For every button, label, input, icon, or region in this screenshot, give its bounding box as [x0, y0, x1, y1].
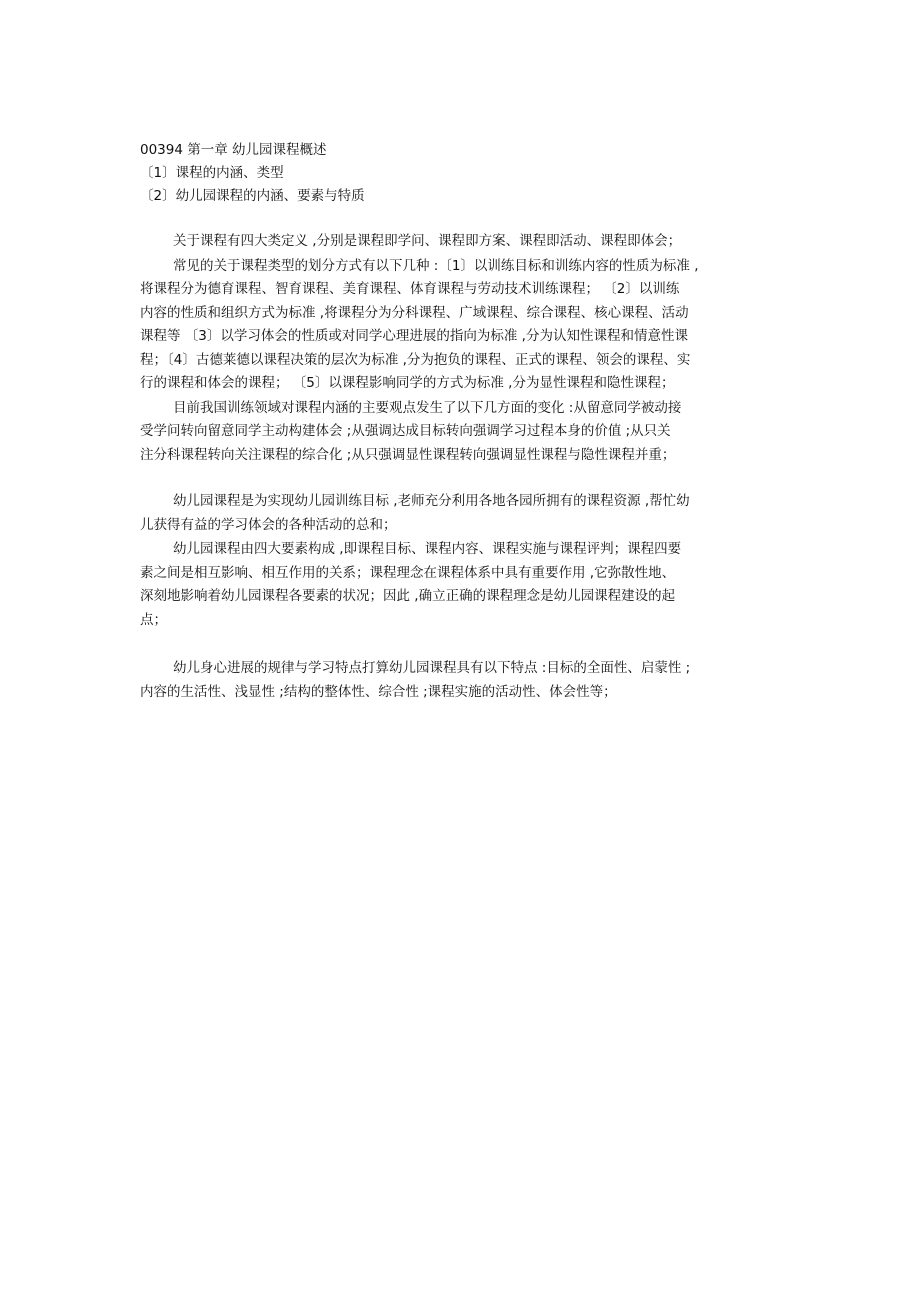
paragraph-line: 常见的关于课程类型的划分方式有以下几种 :〔1〕以训练目标和训练内容的性质为标准 ,	[173, 257, 699, 274]
body-content	[140, 230, 784, 705]
outline-item-2: 〔2〕幼儿园课程的内涵、要素与特质	[140, 188, 365, 204]
paragraph-line: 受学问转向留意同学主动构建体会 ;从强调达成目标转向强调学习过程本身的价值 ;从只关	[140, 423, 671, 439]
paragraph-characteristics	[140, 657, 784, 704]
paragraph-line: 儿获得有益的学习体会的各种活动的总和；	[140, 516, 397, 533]
paragraph-line: 深刻地影响着幼儿园课程各要素的状况；因此 ,确立正确的课程理念是幼儿园课程建设的起	[140, 588, 676, 604]
paragraph-line: 幼儿身心进展的规律与学习特点打算幼儿园课程具有以下特点 :目标的全面性、启蒙性 ;	[173, 660, 691, 676]
paragraph-four-elements	[140, 538, 784, 632]
paragraph-course-types	[140, 255, 784, 396]
paragraph-line: 关于课程有四大类定义 ,分别是课程即学问、课程即方案、课程即活动、课程即体会；	[173, 233, 682, 249]
paragraph-line: 课程等 〔3〕以学习体会的性质或对同学心理进展的指向为标准 ,分为认知性课程和情意性课	[140, 328, 688, 344]
paragraph-line: 将课程分为德育课程、智育课程、美育课程、体育课程与劳动技术训练课程； 〔2〕以训练	[140, 281, 680, 297]
section-gap	[140, 468, 784, 490]
heading-block	[140, 139, 760, 208]
paragraph-line: 程；〔4〕古德莱德以课程决策的层次为标准 ,分为抱负的课程、正式的课程、领会的课程、实	[140, 351, 691, 368]
paragraph-line: 目前我国训练领域对课程内涵的主要观点发生了以下几方面的变化 :从留意同学被动接	[173, 399, 682, 416]
section-gap	[140, 633, 784, 657]
paragraph-line: 行的课程和体会的课程； 〔5〕以课程影响同学的方式为标准 ,分为显性课程和隐性课程；	[140, 375, 675, 391]
paragraph-line: 素之间是相互影响、相互作用的关系；课程理念在课程体系中具有重要作用 ,它弥散性地、	[140, 564, 676, 581]
paragraph-line: 幼儿园课程是为实现幼儿园训练目标 ,老师充分利用各地各园所拥有的课程资源 ,帮忙幼	[173, 493, 690, 509]
paragraph-definitions	[140, 230, 784, 254]
paragraph-kindergarten-definition	[140, 490, 784, 537]
paragraph-line: 幼儿园课程由四大要素构成 ,即课程目标、课程内容、课程实施与课程评判；课程四要	[173, 541, 682, 557]
paragraph-line: 点；	[140, 611, 167, 628]
chapter-title: 00394 第一章 幼儿园课程概述	[140, 142, 327, 158]
paragraph-line: 内容的性质和组织方式为标准 ,将课程分为分科课程、广域课程、综合课程、核心课程、活动	[140, 304, 689, 321]
paragraph-line: 内容的生活性、浅显性 ;结构的整体性、综合性 ;课程实施的活动性、体会性等；	[140, 683, 617, 700]
paragraph-changes	[140, 397, 784, 468]
paragraph-line: 注分科课程转向关注课程的综合化 ;从只强调显性课程转向强调显性课程与隐性课程并重；	[140, 446, 676, 463]
outline-item-1: 〔1〕课程的内涵、类型	[140, 165, 284, 181]
